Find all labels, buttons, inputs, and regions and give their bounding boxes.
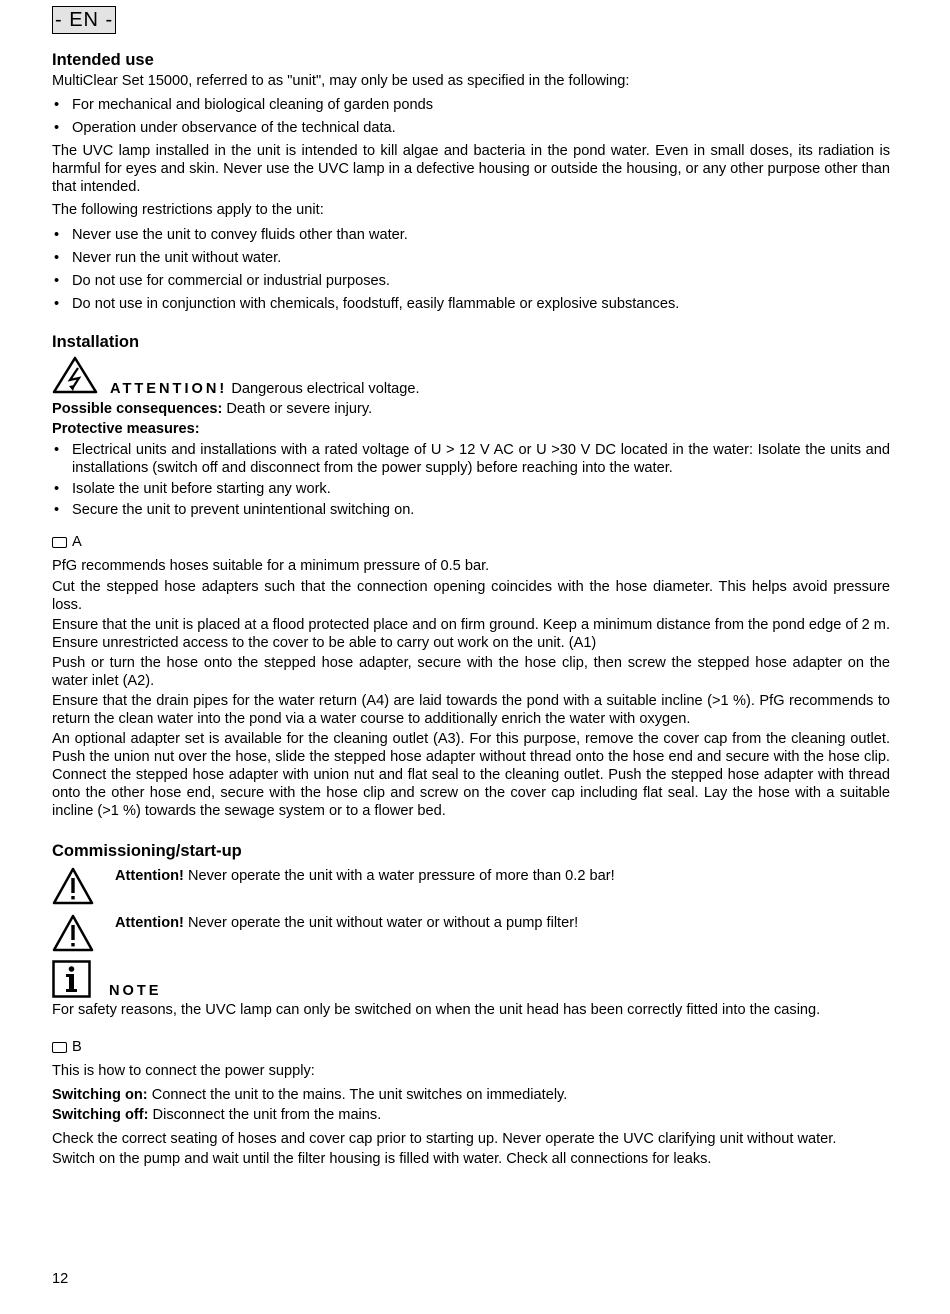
restrictions-list bbox=[52, 226, 890, 313]
list-item: • Never run the unit without water. bbox=[52, 249, 890, 267]
language-tag bbox=[52, 6, 890, 34]
water-warning bbox=[52, 914, 890, 952]
cleaning-outlet-paragraph: An optional adapter set is available for the cleaning outlet (A3). For this purpose, remove the cover cap from the cleaning outlet. Push the union nut over the hose, slide the stepped hose adapter without thread onto the hose end and secure with the hose clip. Connect the stepped hose adapter with union nut and flat seal to the cleaning outlet. Push the stepped hose adapter with thread onto the other hose end, secure with the hose clip and screw on the cover cap including flat seal. Lay the hose with a suitable incline (>1 %) towards the sewage system or to a flower bed. bbox=[52, 731, 890, 819]
power-intro: This is how to connect the power supply: bbox=[52, 1063, 315, 1079]
warning-label: Attention! bbox=[115, 868, 184, 884]
list-item: • Do not use for commercial or industrial purposes. bbox=[52, 272, 890, 290]
placement-paragraph: Ensure that the unit is placed at a flood protected place and on firm ground. Keep a minimum distance from the pond edge of 2 m. Ensure unrestricted access to the cover to be able to carry out work on the unit. (A1) bbox=[52, 617, 891, 651]
check-paragraph: Check the correct seating of hoses and cover cap prior to starting up. Never operate the UVC clarifying unit without water. bbox=[52, 1131, 837, 1147]
measures-list bbox=[52, 441, 890, 519]
switch-on-line bbox=[52, 1086, 890, 1104]
hose-pressure-paragraph: PfG recommends hoses suitable for a minimum pressure of 0.5 bar. bbox=[52, 558, 490, 574]
note-label: NOTE bbox=[109, 983, 162, 999]
warning-text: Never operate the unit with a water pressure of more than 0.2 bar! bbox=[187, 868, 615, 884]
pressure-warning bbox=[52, 867, 890, 905]
list-item: • For mechanical and biological cleaning of garden ponds bbox=[52, 96, 890, 114]
list-item: • Do not use in conjunction with chemicals, foodstuff, easily flammable or explosive substances. bbox=[52, 295, 890, 313]
attention-label: ATTENTION! bbox=[110, 381, 228, 397]
note-text: For safety reasons, the UVC lamp can only be switched on when the unit head has been correctly fitted into the casing. bbox=[52, 1002, 821, 1018]
list-item: • Secure the unit to prevent unintentional switching on. bbox=[52, 501, 890, 519]
consequences-line bbox=[52, 400, 890, 418]
installation-section bbox=[52, 332, 890, 820]
warning-text: Never operate the unit without water or without a pump filter! bbox=[187, 915, 579, 931]
inlet-paragraph: Push or turn the hose onto the stepped hose adapter, secure with the hose clip, then screw the stepped hose adapter on the water inlet (A2). bbox=[52, 655, 890, 689]
page-number: 12 bbox=[52, 1271, 69, 1287]
intended-use-section bbox=[52, 50, 890, 313]
installation-heading: Installation bbox=[52, 333, 140, 351]
switch-off-label: Switching off: bbox=[52, 1107, 149, 1123]
list-item: • Electrical units and installations with a rated voltage of U > 12 V AC or U >30 V DC located in the water: Isolate the units and installations (switch off and disconnect from the power supply) before reaching into the water. bbox=[52, 441, 890, 477]
list-item: • Operation under observance of the technical data. bbox=[52, 119, 890, 137]
intended-use-list bbox=[52, 96, 890, 137]
warning-triangle-icon bbox=[52, 914, 98, 952]
switch-off-text: Disconnect the unit from the mains. bbox=[152, 1107, 382, 1123]
manual-page bbox=[52, 6, 890, 1168]
hose-adapter-paragraph: Cut the stepped hose adapters such that the connection opening coincides with the hose diameter. This helps avoid pressure loss. bbox=[52, 579, 890, 613]
measures-label: Protective measures: bbox=[52, 421, 200, 437]
intended-use-heading: Intended use bbox=[52, 51, 154, 69]
figure-label: B bbox=[72, 1039, 82, 1055]
pump-paragraph: Switch on the pump and wait until the filter housing is filled with water. Check all connections for leaks. bbox=[52, 1151, 712, 1167]
restrictions-intro: The following restrictions apply to the unit: bbox=[52, 202, 324, 218]
warning-label: Attention! bbox=[115, 915, 184, 931]
attention-text: Dangerous electrical voltage. bbox=[231, 381, 420, 397]
intended-use-intro: MultiClear Set 15000, referred to as "unit", may only be used as specified in the following: bbox=[52, 73, 630, 89]
list-item: • Never use the unit to convey fluids other than water. bbox=[52, 226, 890, 244]
consequences-label: Possible consequences: bbox=[52, 401, 223, 417]
consequences-text: Death or severe injury. bbox=[226, 401, 373, 417]
figure-label: A bbox=[72, 534, 82, 550]
figure-icon bbox=[52, 1042, 67, 1053]
warning-triangle-icon bbox=[52, 867, 98, 905]
figure-reference-b bbox=[52, 1038, 890, 1056]
switch-on-text: Connect the unit to the mains. The unit switches on immediately. bbox=[151, 1087, 568, 1103]
commissioning-heading: Commissioning/start-up bbox=[52, 842, 242, 860]
note-block bbox=[52, 960, 890, 1000]
commissioning-section bbox=[52, 841, 890, 1168]
switch-off-line bbox=[52, 1106, 890, 1124]
list-item: • Isolate the unit before starting any work. bbox=[52, 480, 890, 498]
language-tag-box: - EN - bbox=[52, 6, 116, 34]
electrical-hazard-icon bbox=[52, 356, 100, 394]
figure-reference-a bbox=[52, 533, 890, 551]
figure-icon bbox=[52, 537, 67, 548]
uvc-lamp-paragraph: The UVC lamp installed in the unit is intended to kill algae and bacteria in the pond water. Even in small doses, its radiation is harmful for eyes and skin. Never use the UVC lamp in a defective housing or outside the housing, or any other purpose other than that intended. bbox=[52, 143, 891, 195]
electrical-warning bbox=[52, 356, 890, 398]
drain-paragraph: Ensure that the drain pipes for the water return (A4) are laid towards the pond with a suitable incline (>1 %). PfG recommends to return the clean water into the pond via a water course to additionally enrich the water with oxygen. bbox=[52, 693, 890, 727]
info-icon bbox=[52, 960, 92, 998]
switch-on-label: Switching on: bbox=[52, 1087, 148, 1103]
